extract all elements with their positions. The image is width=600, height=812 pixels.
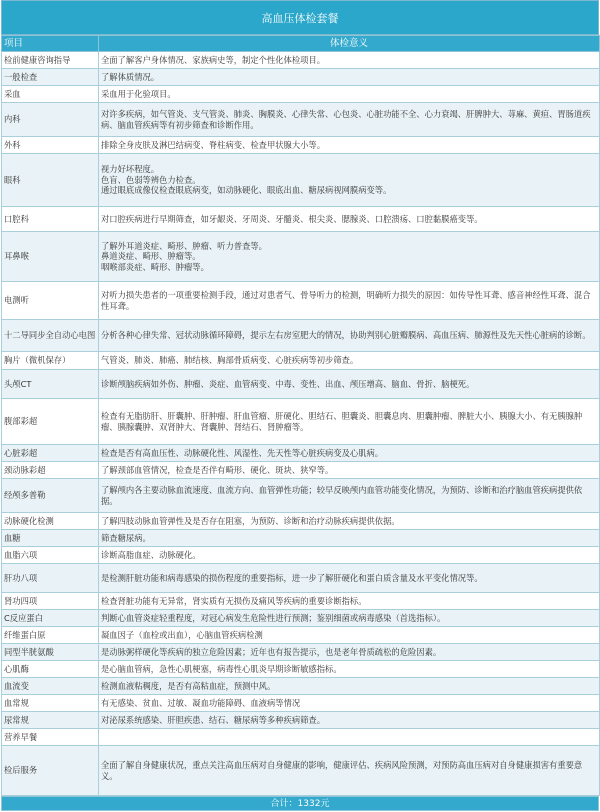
table-row	[2, 282, 600, 320]
item-meaning-cell	[99, 564, 600, 593]
item-name-cell: 同型半胱氨酸	[2, 644, 99, 661]
table-row	[2, 678, 600, 695]
meaning-line: 采血用于化验项目。	[101, 88, 176, 99]
table-row	[2, 154, 600, 207]
package-title: 高血压体检套餐	[1, 0, 599, 35]
meaning-line: 检查有无脂肪肝、肝囊肿、肝肿瘤、肝血管瘤、肝硬化、胆结石、胆囊炎、胆囊息肉、胆囊肿瘤、脾脏大小、胰腺大小、有无胰腺肿瘤、胰腺囊肿、双肾肿大、肾囊肿、肾结石、肾肿瘤等。	[101, 411, 583, 432]
item-meaning-cell	[99, 644, 600, 661]
item-name-cell: 口腔科	[2, 207, 99, 232]
item-name-cell: 腹部彩超	[2, 399, 99, 445]
meaning-line: 是检测肝脏功能和病毒感染的损伤程度的重要指标，进一步了解肝硬化和蛋白质含量及水平变化情况等。	[101, 572, 483, 583]
meaning-line: 了解颅内各主要动脉血流速度、血流方向、血管弹性功能；较早反映颅内血管功能变化情况，为预防、诊断和治疗脑血管疾病提供依据。	[101, 485, 583, 506]
item-meaning-cell	[99, 695, 600, 712]
table-row	[2, 712, 600, 729]
item-meaning-cell	[99, 729, 600, 746]
item-name-cell: 肾功四项	[2, 593, 99, 610]
table-row	[2, 627, 600, 644]
meaning-line: 筛查糖尿病。	[101, 532, 151, 543]
package-sheet	[1, 0, 599, 811]
item-meaning-cell	[99, 52, 600, 69]
meaning-line: 全面了解自身健康状况，重点关注高血压病对自身健康的影响，健康评估、疾病风险预测，对预防高血压病对自身健康损害有重要意义。	[101, 760, 583, 781]
table-row	[2, 52, 600, 69]
meaning-line: 鼻道炎症、畸形、肿瘤等。	[101, 251, 201, 262]
table-row	[2, 661, 600, 678]
meaning-line: 排除全身皮肤及淋巴结病变、脊柱病变、检查甲状腺大小等。	[101, 139, 326, 150]
item-meaning-cell	[99, 69, 600, 86]
item-meaning-cell	[99, 137, 600, 154]
item-name-cell: 心脏彩超	[2, 445, 99, 462]
item-meaning-cell	[99, 320, 600, 352]
meaning-column-header: 体检意义	[99, 36, 600, 52]
table-row	[2, 103, 600, 137]
item-name-cell: 内科	[2, 103, 99, 137]
item-name-cell: 血脂六项	[2, 547, 99, 564]
table-row	[2, 479, 600, 513]
table-row	[2, 513, 600, 530]
meaning-line: 检测血液粘稠度，是否有高粘血症，预测中风。	[101, 680, 276, 691]
meaning-line: 对泌尿系统感染、肝胆疾患、结石、糖尿病等多种疾病筛查。	[101, 714, 326, 725]
meaning-line: 检查肾脏功能有无异常，肾实质有无损伤及痛风等疾病的重要诊断指标。	[101, 595, 367, 606]
table-row	[2, 644, 600, 661]
table-row	[2, 695, 600, 712]
item-name-cell: 胸片（微机保存）	[2, 352, 99, 370]
item-meaning-cell	[99, 282, 600, 320]
item-meaning-cell	[99, 678, 600, 695]
item-name-cell: 颈动脉彩超	[2, 462, 99, 479]
item-name-cell: 一般检查	[2, 69, 99, 86]
meaning-line: 视力好坏程度。	[101, 164, 160, 175]
item-name-cell: 十二导同步全自动心电图	[2, 320, 99, 352]
item-name-cell: 营养早餐	[2, 729, 99, 746]
meaning-line: 判断心血管炎症轻重程度，对冠心病发生危险性进行预测；鉴别细菌或病毒感染（首选指标）。	[101, 612, 446, 623]
item-name-cell: 血糖	[2, 530, 99, 547]
meaning-line: 气管炎、肺炎、肺癌、肺结核、胸部骨质病变、心脏疾病等初步筛查。	[101, 355, 359, 366]
meaning-line: 了解体质情况。	[101, 71, 160, 82]
item-meaning-cell	[99, 462, 600, 479]
item-meaning-cell	[99, 712, 600, 729]
item-name-cell: 头颅CT	[2, 370, 99, 399]
table-row	[2, 137, 600, 154]
meaning-line: 对许多疾病，如气管炎、支气管炎、肺炎、胸膜炎、心律失常、心包炎、心脏功能不全、心力衰竭、肝脾肿大、荨麻、黄疸、胃肠道疾病、脑血管疾病等有初步筛查和诊断作用。	[101, 109, 591, 130]
meaning-line: 了解颈部血管情况，检查是否伴有畸形、硬化、斑块、狭窄等。	[101, 464, 334, 475]
item-meaning-cell	[99, 103, 600, 137]
table-row	[2, 462, 600, 479]
table-row	[2, 729, 600, 746]
item-meaning-cell	[99, 513, 600, 530]
table-row	[2, 445, 600, 462]
item-meaning-cell	[99, 479, 600, 513]
item-name-cell: 电测听	[2, 282, 99, 320]
meaning-line: 通过眼底成像仪检查眼底病变，如动脉硬化、眼底出血、糖尿病视网膜病变等。	[101, 185, 392, 196]
meaning-line: 诊断高脂血症、动脉硬化。	[101, 549, 201, 560]
table-row	[2, 564, 600, 593]
item-name-cell: 动脉硬化检测	[2, 513, 99, 530]
meaning-line: 凝血因子（血栓或出血），心脑血管疾病检测	[101, 629, 263, 640]
total-price: 合计：1332元	[1, 796, 599, 811]
table-row	[2, 207, 600, 232]
item-name-cell: C反应蛋白	[2, 610, 99, 627]
table-row	[2, 610, 600, 627]
meaning-line: 是心脑血管病，急性心肌梗塞，病毒性心肌炎早期诊断敏感指标。	[101, 663, 342, 674]
item-meaning-cell	[99, 154, 600, 207]
item-meaning-cell	[99, 352, 600, 370]
table-row	[2, 746, 600, 796]
item-name-cell: 肝功八项	[2, 564, 99, 593]
table-row	[2, 232, 600, 282]
meaning-line: 有无感染、贫血、过敏、凝血功能障碍、血液病等情况	[101, 697, 301, 708]
table-row	[2, 399, 600, 445]
item-name-cell: 检前健康咨询指导	[2, 52, 99, 69]
item-meaning-cell	[99, 445, 600, 462]
item-meaning-cell	[99, 207, 600, 232]
item-meaning-cell	[99, 232, 600, 282]
item-meaning-cell	[99, 610, 600, 627]
package-table	[1, 35, 600, 796]
meaning-line: 了解四肢动脉血管弹性及是否存在阻塞，为预防、诊断和治疗动脉疾病提供依据。	[101, 515, 400, 526]
table-header-row	[2, 36, 600, 52]
table-row	[2, 69, 600, 86]
item-meaning-cell	[99, 627, 600, 644]
meaning-line	[101, 732, 597, 742]
table-row	[2, 547, 600, 564]
item-name-cell: 血常规	[2, 695, 99, 712]
item-meaning-cell	[99, 86, 600, 103]
meaning-line: 诊断颅脑疾病如外伤、肿瘤、炎症、血管病变、中毒、变性、出血、颅压增高、脑血、骨折、脑梗死。	[101, 378, 475, 389]
item-name-cell: 采血	[2, 86, 99, 103]
meaning-line: 是动脉粥样硬化等疾病的独立危险因素；近年也有报告提示，也是老年骨质疏松的危险因素。	[101, 646, 442, 657]
table-row	[2, 320, 600, 352]
table-row	[2, 352, 600, 370]
item-meaning-cell	[99, 746, 600, 796]
table-row	[2, 593, 600, 610]
meaning-line: 检查是否有高血压性、动脉硬化性、风湿性、先天性等心脏疾病变及心肌病。	[101, 447, 384, 458]
meaning-line: 对听力损失患者的一项重要检测手段，通过对患者气、骨导听力的检测，明确听力损失的原因：如传导性耳聋、感音神经性耳聋、混合性耳聋。	[101, 290, 591, 311]
item-name-cell: 检后服务	[2, 746, 99, 796]
item-column-header: 项目	[2, 36, 99, 52]
item-name-cell: 耳鼻喉	[2, 232, 99, 282]
item-meaning-cell	[99, 661, 600, 678]
item-name-cell: 外科	[2, 137, 99, 154]
item-meaning-cell	[99, 370, 600, 399]
item-name-cell: 眼科	[2, 154, 99, 207]
meaning-line: 对口腔疾病进行早期筛查，如牙龈炎、牙周炎、牙髓炎、根尖炎、腮腺炎、口腔溃疡、口腔黏膜癌变等。	[101, 213, 483, 224]
item-meaning-cell	[99, 547, 600, 564]
item-name-cell: 经颅多普勒	[2, 479, 99, 513]
meaning-line: 全面了解客户身体情况、家族病史等，制定个性化体检项目。	[101, 54, 326, 65]
item-meaning-cell	[99, 530, 600, 547]
item-name-cell: 纤维蛋白原	[2, 627, 99, 644]
meaning-line: 了解外耳道炎症、畸形、肿瘤、听力普查等。	[101, 240, 267, 251]
item-name-cell: 尿常规	[2, 712, 99, 729]
table-row	[2, 370, 600, 399]
item-name-cell: 心肌酶	[2, 661, 99, 678]
item-meaning-cell	[99, 399, 600, 445]
meaning-line: 咽喉部炎症、畸形、肿瘤等。	[101, 261, 209, 272]
meaning-line: 分析各种心律失常、冠状动脉循环障碍，提示左右房室肥大的情况，协助判别心脏瓣膜病、高血压病、肺源性及先天性心脏病的诊断。	[101, 330, 591, 341]
table-row	[2, 86, 600, 103]
table-row	[2, 530, 600, 547]
item-name-cell: 血流变	[2, 678, 99, 695]
meaning-line: 色盲、色弱等辨色力检查。	[101, 174, 201, 185]
item-meaning-cell	[99, 593, 600, 610]
